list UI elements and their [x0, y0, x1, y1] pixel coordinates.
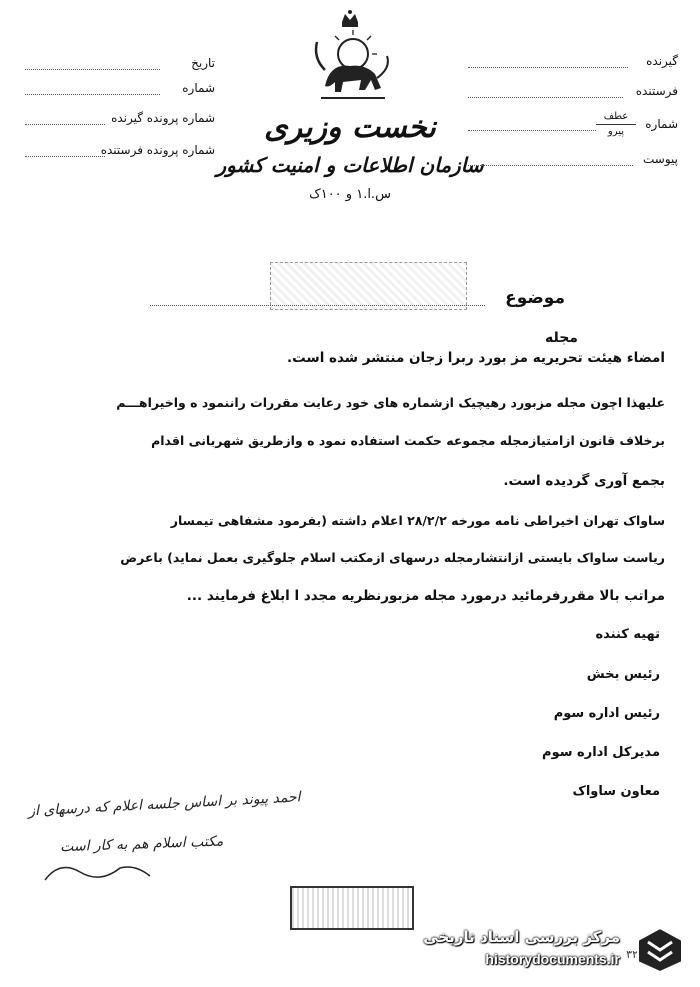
ref-number-label: شماره: [645, 117, 678, 131]
peyro-label: پیرو: [607, 125, 625, 137]
sender-dotted-line: [468, 85, 623, 98]
watermark: [415, 922, 690, 977]
sender-label: فرستنده: [635, 84, 678, 98]
atf-peyro-fraction: [596, 110, 636, 139]
handwritten-flourish-icon: [40, 850, 160, 890]
body-line-4: بجمع آوری گردیده است.: [503, 473, 665, 489]
right-header-fields: [468, 48, 678, 166]
signature-section-head: رئیس بخش: [586, 667, 660, 682]
sender-file-field: [25, 137, 215, 157]
subject-value: مجله: [545, 330, 578, 346]
document-code: س.ا.۱ و ۱۰۰ک: [309, 187, 391, 202]
recipient-file-label: شماره پرونده گیرنده: [111, 111, 215, 125]
body-line-6: ریاست ساواک بایستی ازانتشارمجله درسهای ازمکتب اسلام جلوگیری بعمل نماید) باعرض: [120, 550, 665, 565]
date-label: تاریخ: [191, 56, 215, 70]
sender-field: [468, 78, 678, 98]
ref-number-dotted-line: [468, 118, 596, 131]
subject-label: موضوع: [505, 288, 565, 308]
recipient-file-dotted-line: [25, 112, 105, 125]
signature-preparer: تهیه کننده: [595, 627, 660, 642]
lion-and-sun-emblem-icon: [295, 8, 405, 108]
recipient-field: [468, 48, 678, 68]
recipient-file-field: [25, 105, 215, 125]
book-logo-icon: [634, 924, 686, 974]
body-line-5: ساواک تهران اخیراطی نامه مورخه ۲۸/۲/۲ اعلام داشته (بفرمود مشفاهی تیمسار: [170, 513, 665, 528]
recipient-label: گیرنده: [646, 54, 678, 68]
org-title: نخست وزیری: [264, 110, 436, 145]
attachment-dotted-line: [468, 153, 633, 166]
signature-director-general: مدیرکل اداره سوم: [542, 745, 660, 760]
sender-file-label: شماره پرونده فرستنده: [100, 143, 215, 157]
body-line-2: علیهذا اچون مجله مزبورد رهیچیک ازشماره های خود رعایت مقررات راننمود ه واخیراهـــم: [116, 395, 665, 410]
handwritten-note-line-1: احمد پیوند بر اساس جلسه اعلام که درسهای از: [27, 789, 301, 820]
subject-dotted-line: [150, 304, 485, 306]
number-dotted-line: [25, 82, 160, 95]
attachment-field: [468, 146, 678, 166]
atf-label: عطف: [603, 110, 629, 122]
attachment-label: پیوست: [643, 152, 678, 166]
body-line-1: امضاء هیئت تحریریه مز بورد ربرا زجان منتشر شده است.: [287, 350, 665, 366]
body-line-7: مراتب بالا مقررفرمائید درمورد مجله مزبورنظریه مجدد ا ابلاغ فرمایند ...: [186, 588, 665, 604]
handwritten-note-line-2: مکتب اسلام هم به کار است: [59, 833, 224, 856]
org-subtitle: سازمان اطلاعات و امنیت کشور: [216, 153, 484, 177]
number-label: شماره: [182, 81, 215, 95]
ref-number-field: [468, 106, 678, 142]
left-header-fields: [25, 50, 215, 157]
bottom-stamp: [290, 886, 414, 930]
watermark-text-fa: مرکز بررسی اسناد تاریخی: [423, 928, 620, 946]
signature-savak-deputy: معاون ساواک: [572, 784, 660, 799]
recipient-dotted-line: [468, 55, 628, 68]
subject-row: [150, 288, 565, 312]
header-center: [215, 8, 485, 206]
date-dotted-line: [25, 57, 160, 70]
date-field: [25, 50, 215, 70]
watermark-text-en: historydocuments.ir: [485, 951, 620, 967]
number-field: [25, 75, 215, 95]
sender-file-dotted-line: [25, 144, 105, 157]
signature-office-head: رئیس اداره سوم: [553, 706, 660, 721]
watermark-page-fragment: ۳۲: [626, 948, 638, 961]
body-line-3: برخلاف قانون ازامتیازمجله مجموعه حکمت استفاده نمود ه وازطریق شهربانی اقدام: [151, 433, 665, 448]
